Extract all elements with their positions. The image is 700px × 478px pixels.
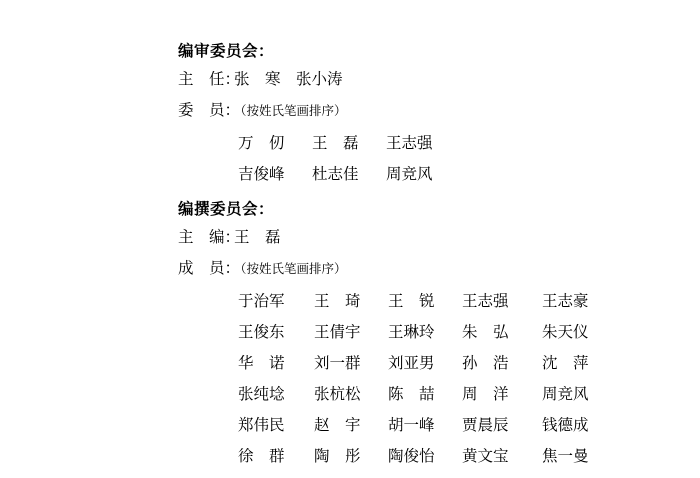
name-cell: 张纯埝 <box>238 384 285 403</box>
committee-row-members <box>178 95 700 126</box>
name-cell: 朱 弘 <box>462 322 509 341</box>
section-compilation-committee <box>0 196 700 470</box>
row-note: （按姓氏笔画排序） <box>234 103 347 118</box>
name-cell: 华 诺 <box>238 353 285 372</box>
name-cell: 王倩宇 <box>314 322 361 341</box>
name-cell: 钱德成 <box>542 415 589 434</box>
name-cell: 郑伟民 <box>238 415 285 434</box>
name-cell: 王琳玲 <box>388 322 435 341</box>
name-cell: 万 仞 <box>238 133 285 152</box>
committee-row-members <box>178 253 700 284</box>
name-cell: 刘一群 <box>314 353 361 372</box>
name-cell: 张杭松 <box>314 384 361 403</box>
section-editorial-review-committee <box>0 38 700 188</box>
name-cell: 刘亚男 <box>388 353 435 372</box>
section-heading: 编撰委员会： <box>178 200 275 218</box>
row-note: （按姓氏笔画排序） <box>234 261 347 276</box>
name-cell: 赵 宇 <box>314 415 361 434</box>
section-heading: 编审委员会： <box>178 42 275 60</box>
name-cell: 周 洋 <box>462 384 509 403</box>
name-cell: 胡一峰 <box>388 415 435 434</box>
name-cell: 王志强 <box>462 291 509 310</box>
name-grid-compilation <box>238 284 700 470</box>
name-cell: 焦一曼 <box>542 446 589 465</box>
name-cell: 陶 彤 <box>314 446 361 465</box>
name-cell: 周竞风 <box>386 164 433 183</box>
committee-row-chief-editor <box>178 222 700 253</box>
name-grid-review <box>238 126 700 188</box>
row-label: 主 编： <box>178 228 241 246</box>
name-cell: 徐 群 <box>238 446 285 465</box>
row-label: 主 任： <box>178 70 241 88</box>
name-cell: 杜志佳 <box>312 164 359 183</box>
name-cell: 陶俊怡 <box>388 446 435 465</box>
name-cell: 王 琦 <box>314 291 361 310</box>
row-label: 成 员： <box>178 259 241 277</box>
name-cell: 黄文宝 <box>462 446 509 465</box>
name-cell: 王 磊 <box>312 133 359 152</box>
name-cell: 陈 喆 <box>388 384 435 403</box>
name-cell: 周竞风 <box>542 384 589 403</box>
name-cell: 王志豪 <box>542 291 589 310</box>
name-cell: 王俊东 <box>238 322 285 341</box>
name-cell: 沈 萍 <box>542 353 589 372</box>
name-cell: 贾晨辰 <box>462 415 509 434</box>
name-cell: 王 锐 <box>388 291 435 310</box>
row-value: 张 寒 张小涛 <box>234 70 343 88</box>
name-cell: 于治军 <box>238 291 285 310</box>
row-value: 王 磊 <box>234 228 281 246</box>
name-cell: 王志强 <box>386 133 433 152</box>
committee-row-director <box>178 64 700 95</box>
name-cell: 朱天仪 <box>542 322 589 341</box>
name-cell: 吉俊峰 <box>238 164 285 183</box>
name-cell: 孙 浩 <box>462 353 509 372</box>
row-label: 委 员： <box>178 101 241 119</box>
